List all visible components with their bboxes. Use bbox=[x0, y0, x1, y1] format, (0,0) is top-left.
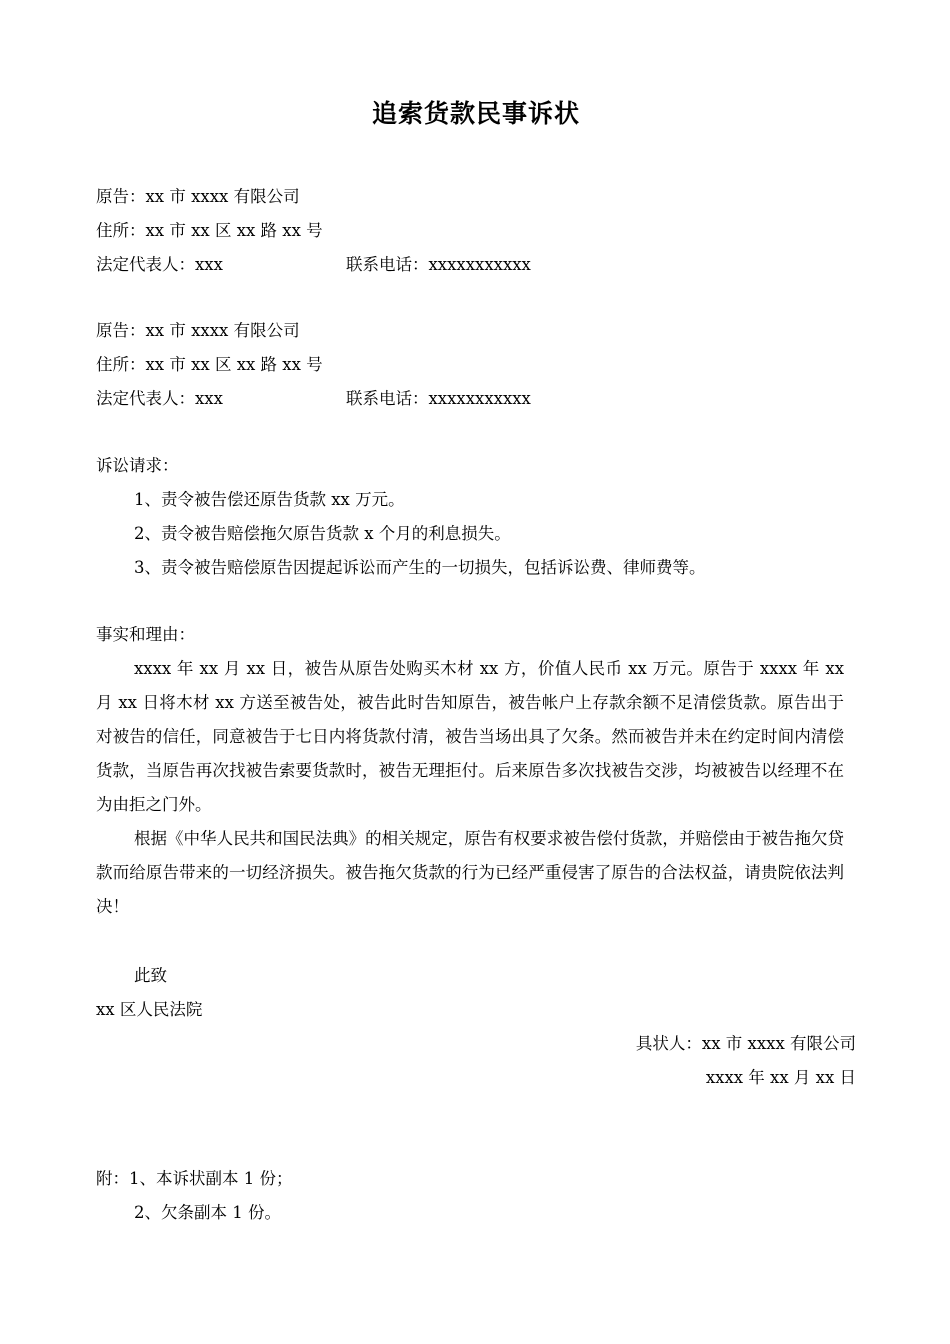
plaintiff2-address: 住所：xx 市 xx 区 xx 路 xx 号 bbox=[96, 355, 323, 374]
attachment-first: 附：1、本诉状副本 1 份； bbox=[96, 1169, 293, 1188]
plaintiff1-name: 原告：xx 市 xxxx 有限公司 bbox=[96, 187, 300, 206]
claim-item: 1、责令被告偿还原告货款 xx 万元。 bbox=[134, 490, 405, 509]
plaintiff1-phone: 联系电话：xxxxxxxxxxx bbox=[346, 255, 531, 274]
plaintiff2-representative-row bbox=[96, 382, 531, 416]
plaintiff2-phone: 联系电话：xxxxxxxxxxx bbox=[346, 389, 531, 408]
salutation: 此致 bbox=[134, 966, 167, 985]
reasons-paragraph: 根据《中华人民共和国民法典》的相关规定，原告有权要求被告偿付货款，并赔偿由于被告拖欠贷款而给原告带来的一切经济损失。被告拖欠货款的行为已经严重侵害了原告的合法权益，请贵院依法判决！ bbox=[96, 829, 844, 916]
plaintiff1-address: 住所：xx 市 xx 区 xx 路 xx 号 bbox=[96, 221, 323, 240]
plaintiff2-name: 原告：xx 市 xxxx 有限公司 bbox=[96, 321, 300, 340]
claim-item: 3、责令被告赔偿原告因提起诉讼而产生的一切损失，包括诉讼费、律师费等。 bbox=[134, 558, 706, 577]
facts-paragraph: xxxx 年 xx 月 xx 日，被告从原告处购买木材 xx 方，价值人民币 xx 万元。原告于 xxxx 年 xx 月 xx 日将木材 xx 方送至被告处，被告此时告知原告，被告帐户上存款余额不足清偿货款。原告出于对被告的信任，同意被告于七日内将货款付清，被告当场出具了欠条。然而被告并未在约定时间内清偿货款，当原告再次找被告索要货款时，被告无理拒付。后来原告多次找被告交涉，均被被告以经理不在为由拒之门外。 bbox=[96, 659, 844, 814]
plaintiff2-representative: 法定代表人：xxx bbox=[96, 389, 223, 408]
attachment-second: 2、欠条副本 1 份。 bbox=[134, 1203, 281, 1222]
document-title: 追索货款民事诉状 bbox=[371, 99, 580, 128]
document-page bbox=[96, 0, 856, 1344]
plaintiff1-representative: 法定代表人：xxx bbox=[96, 255, 223, 274]
court-name: xx 区人民法院 bbox=[96, 1000, 203, 1019]
claim-item: 2、责令被告赔偿拖欠原告货款 x 个月的利息损失。 bbox=[134, 524, 511, 543]
facts-heading: 事实和理由： bbox=[96, 625, 195, 644]
date: xxxx 年 xx 月 xx 日 bbox=[705, 1068, 856, 1087]
claims-heading: 诉讼请求： bbox=[96, 456, 179, 475]
signer: 具状人：xx 市 xxxx 有限公司 bbox=[635, 1034, 856, 1053]
plaintiff1-representative-row bbox=[96, 248, 531, 282]
